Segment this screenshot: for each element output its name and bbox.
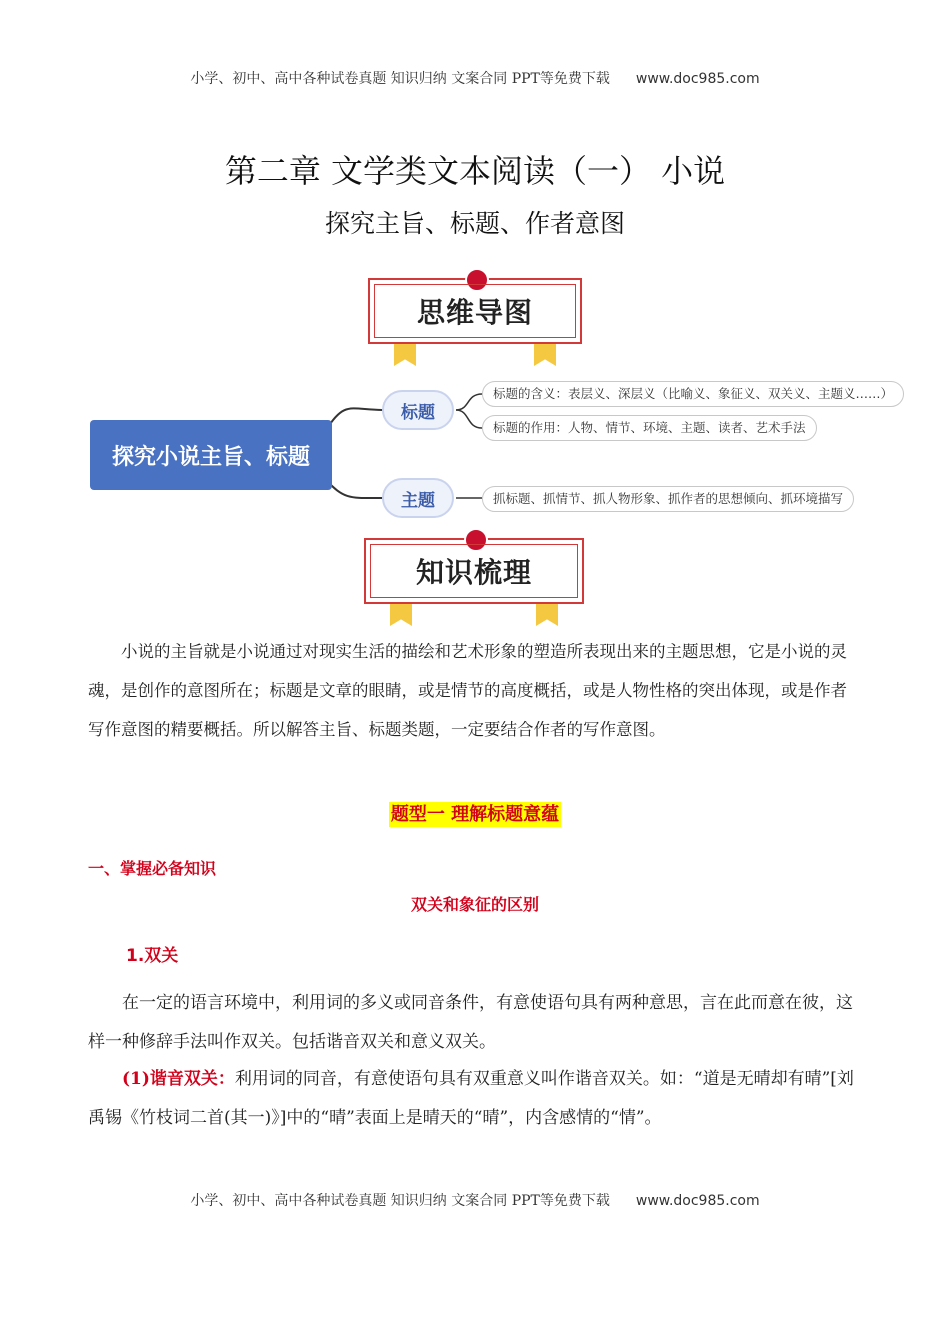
homophone-text: 利用词的同音，有意使语句具有双重意义叫作谐音双关。如：“道是无晴却有晴”[刘禹锡《竹枝词二首(其一)》]中的“晴”表面上是晴天的“晴”，内含感情的“情”。 [88, 1069, 854, 1128]
mindmap-leaf: 抓标题、抓情节、抓人物形象、抓作者的思想倾向、抓环境描写 [482, 486, 854, 512]
chapter-title: 第二章 文学类文本阅读（一） 小说 [224, 152, 726, 190]
header-text: 小学、初中、高中各种试卷真题 知识归纳 文案合同 PPT等免费下载 [190, 71, 610, 87]
mindmap-root: 探究小说主旨、标题 [90, 420, 332, 490]
knowledge-banner-label: 知识梳理 [370, 544, 578, 598]
chapter-subtitle: 探究主旨、标题、作者意图 [324, 209, 625, 238]
body-paragraph-pun: 在一定的语言环境中，利用词的多义或同音条件，有意使语句具有两种意思，言在此而意在彼，这样一种修辞手法叫作双关。包括谐音双关和意义双关。 [88, 993, 853, 1052]
mindmap-leaf: 标题的作用：人物、情节、环境、主题、读者、艺术手法 [482, 415, 817, 441]
section-title-text: 题型一 理解标题意蕴 [390, 804, 560, 825]
footer-url[interactable]: www.doc985.com [635, 1193, 760, 1209]
mindmap-banner-label: 思维导图 [374, 284, 576, 338]
knowledge-banner [364, 538, 584, 604]
header-url[interactable]: www.doc985.com [635, 71, 760, 87]
heading-pun-vs-symbol: 双关和象征的区别 [410, 895, 539, 914]
ribbon-icon [536, 604, 558, 626]
body-paragraph-homophone [88, 1060, 863, 1138]
heading-essential-knowledge: 一、掌握必备知识 [88, 859, 217, 878]
homophone-label: (1)谐音双关： [122, 1069, 235, 1089]
mindmap-node-theme: 主题 [382, 478, 454, 518]
mindmap-leaf: 标题的含义：表层义、深层义（比喻义、象征义、双关义、主题义……） [482, 381, 904, 407]
ribbon-icon [390, 604, 412, 626]
heading-pun: 1.双关 [126, 946, 179, 966]
mindmap-node-title: 标题 [382, 390, 454, 430]
footer-text: 小学、初中、高中各种试卷真题 知识归纳 文案合同 PPT等免费下载 [190, 1193, 610, 1209]
section-title [0, 800, 950, 826]
page-footer [0, 1190, 950, 1210]
intro-paragraph: 小说的主旨就是小说通过对现实生活的描绘和艺术形象的塑造所表现出来的主题思想，它是小说的灵魂，是创作的意图所在；标题是文章的眼睛，或是情节的高度概括，或是人物性格的突出体现，或是作者写作意图的精要概括。所以解答主旨、标题类题，一定要结合作者的写作意图。 [88, 642, 847, 739]
